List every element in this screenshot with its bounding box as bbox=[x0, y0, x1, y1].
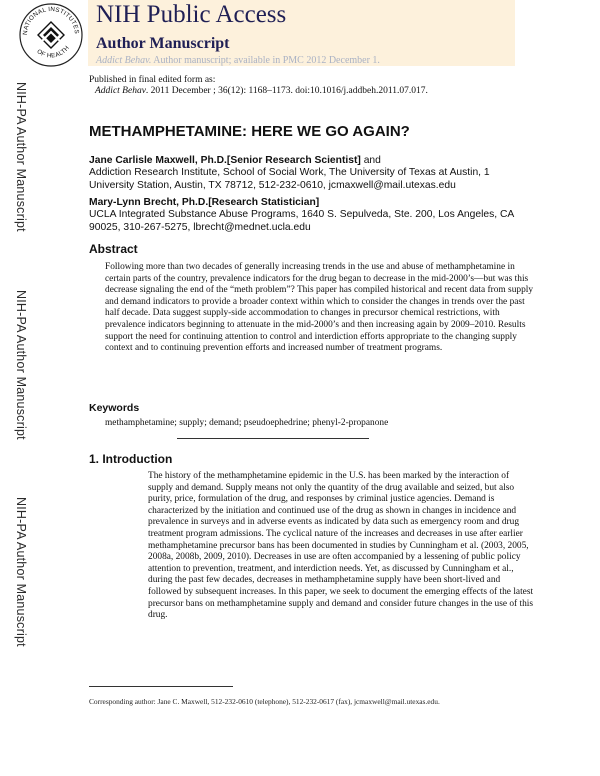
author-suffix: and bbox=[360, 155, 381, 166]
availability-journal: Addict Behav. bbox=[96, 55, 152, 66]
availability-line bbox=[96, 55, 380, 66]
nih-logo bbox=[18, 2, 84, 68]
citation-line bbox=[95, 86, 428, 96]
availability-text: Author manuscript; available in PMC 2012 December 1. bbox=[151, 55, 380, 66]
introduction-heading: 1. Introduction bbox=[89, 452, 173, 466]
side-watermark: NIH-PA Author Manuscript bbox=[14, 82, 28, 232]
abstract-text: Following more than two decades of generally increasing trends in the use and abuse of methamphetamine in certain parts of the country, prevalence indicators for the drug began to decrease in the mid-2000’s—but was this decrease signaling the end of the “meth problem”? This paper has compiled historical and recent data from supply and demand indicators to provide a broader context within which to consider the changes in trends over the past half decade. Data suggest supply-side accommodation to changes in precursor chemical restrictions, with prevalence indicators beginning to attenuate in the mid-2000’s and then increasing again by 2009–2010. Results support the need for continuing attention to control and interdiction efforts appropriate to the changing supply context and to continuing prevention efforts and increased number of treatment programs. bbox=[105, 262, 534, 354]
author-block bbox=[89, 155, 537, 192]
side-watermark: NIH-PA Author Manuscript bbox=[14, 497, 28, 647]
nih-seal-icon bbox=[18, 2, 84, 68]
author-affiliation: UCLA Integrated Substance Abuse Programs, 1640 S. Sepulveda, Ste. 200, Los Angeles, CA 90025, 310-267-5275, lbrecht@mednet.ucla.edu bbox=[89, 209, 514, 233]
citation-details: . 2011 December ; 36(12): 1168–1173. doi:10.1016/j.addbeh.2011.07.017. bbox=[145, 86, 428, 96]
svg-text:OF HEALTH: OF HEALTH bbox=[35, 44, 71, 60]
corresponding-author-footnote: Corresponding author: Jane C. Maxwell, 512-232-0610 (telephone), 512-232-0617 (fax), jcmaxwell@mail.utexas.edu. bbox=[89, 697, 440, 706]
section-divider bbox=[177, 438, 369, 439]
author-manuscript-label: Author Manuscript bbox=[96, 35, 230, 52]
author-name: Jane Carlisle Maxwell, Ph.D.[Senior Research Scientist] bbox=[89, 155, 361, 166]
keywords-text: methamphetamine; supply; demand; pseudoephedrine; phenyl-2-propanone bbox=[105, 418, 389, 428]
author-name: Mary-Lynn Brecht, Ph.D.[Research Statistician] bbox=[89, 197, 320, 208]
author-block bbox=[89, 197, 537, 234]
abstract-heading: Abstract bbox=[89, 242, 138, 256]
citation-journal: Addict Behav bbox=[95, 86, 146, 96]
keywords-heading: Keywords bbox=[89, 402, 140, 414]
side-watermark: NIH-PA Author Manuscript bbox=[14, 290, 28, 440]
published-label: Published in final edited form as: bbox=[89, 75, 216, 85]
svg-text:NATIONAL INSTITUTES: NATIONAL INSTITUTES bbox=[21, 5, 81, 36]
author-affiliation: Addiction Research Institute, School of Social Work, The University of Texas at Austin, 1 University Station, Austin, TX 78712, 512-232-0610, jcmaxwell@mail.utexas.edu bbox=[89, 167, 490, 191]
introduction-text: The history of the methamphetamine epidemic in the U.S. has been marked by the interaction of supply and demand. Supply means not only the quantity of the drug available and seized, but also purity, price, formulation of the drug, and responses by criminal justice agencies. Demand is characterized by the initiation and continued use of the drug as shown in changes in incidence and prevalence in surveys and in adverse events as indicated by data such as emergency room and drug treatment program admissions. The cyclical nature of the increases and decreases in use after earlier methamphetamine precursor bans has been documented in studies by Cunningham et al. (2003, 2005, 2008a, 2008b, 2009, 2010). Decreases in use are often accompanied by a lessening of public policy attention to prevention, treatment, and interdiction needs. Yet, as discussed by Cunningham et al., during the past few decades, decreases in methamphetamine supply have been short-lived and followed by subsequent increases. In this paper, we seek to document the emerging effects of the latest precursor bans on methamphetamine supply and demand and consider future changes in the use of this drug. bbox=[148, 471, 534, 621]
article-title: METHAMPHETAMINE: HERE WE GO AGAIN? bbox=[89, 123, 410, 140]
nih-public-access-title: NIH Public Access bbox=[96, 1, 287, 28]
footnote-divider bbox=[89, 686, 233, 687]
